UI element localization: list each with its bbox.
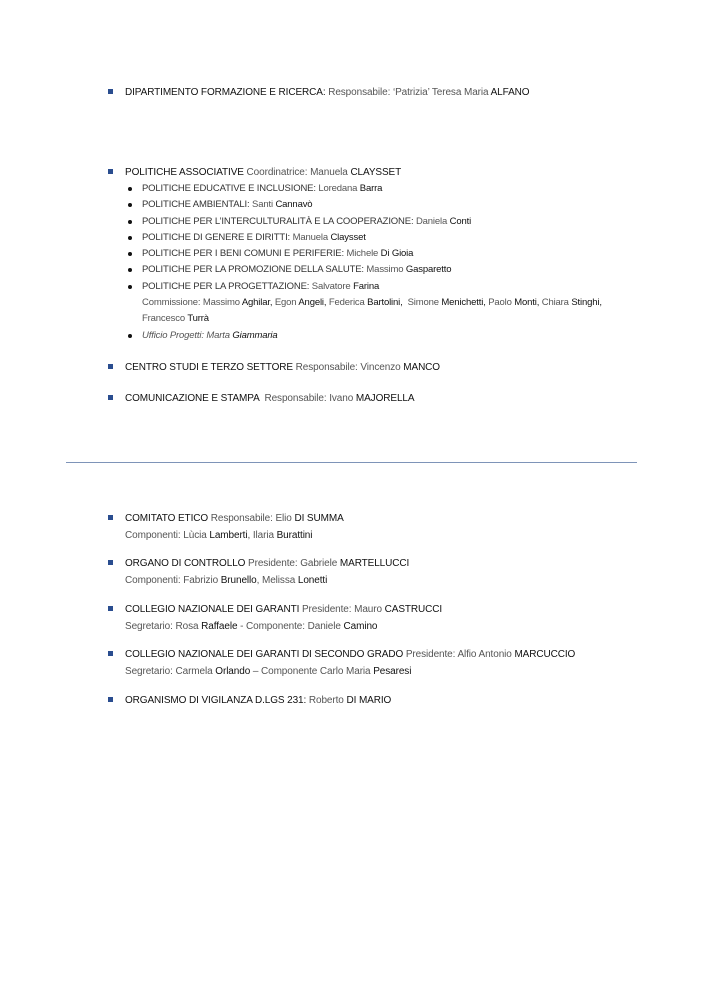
entry-members: Componenti: Lùcia Lamberti, Ilaria Burattini xyxy=(125,530,313,541)
entry-name: MARCUCCIO xyxy=(514,649,576,660)
square-bullet-icon xyxy=(108,606,113,611)
entry-role: Responsabile: Elio xyxy=(210,513,292,524)
list-item: POLITICHE PER I BENI COMUNI E PERIFERIE: Michele Di Gioia xyxy=(128,246,673,262)
list-item: POLITICHE PER LA PROGETTAZIONE: Salvatore Farina xyxy=(128,279,673,295)
list-item: POLITICHE AMBIENTALI: Santi Cannavò xyxy=(128,197,673,213)
comitato-etico-entry xyxy=(108,510,668,544)
square-bullet-icon xyxy=(108,697,113,702)
entry-role: Roberto xyxy=(308,695,344,706)
organo-controllo-entry xyxy=(108,555,668,589)
comunicazione-entry xyxy=(108,390,668,407)
entry-role: Responsabile: Ivano xyxy=(264,393,354,404)
entry-name: DI MARIO xyxy=(346,695,392,706)
square-bullet-icon xyxy=(108,395,113,400)
entry-role: Presidente: Alfio Antonio xyxy=(405,649,512,660)
entry-name: CASTRUCCI xyxy=(384,604,443,615)
entry-members: Segretario: Carmela Orlando – Componente Carlo Maria Pesaresi xyxy=(125,666,412,677)
list-item: POLITICHE PER LA PROMOZIONE DELLA SALUTE: Massimo Gasparetto xyxy=(128,262,673,278)
entry-role: Responsabile: Vincenzo xyxy=(295,362,401,373)
entry-heading: POLITICHE ASSOCIATIVE xyxy=(125,167,244,178)
list-item: POLITICHE EDUCATIVE E INCLUSIONE: Loredana Barra xyxy=(128,181,673,197)
dipartimento-entry xyxy=(108,84,668,101)
collegio-secondo-grado-entry xyxy=(108,646,668,680)
round-bullet-icon xyxy=(128,236,132,240)
round-bullet-icon xyxy=(128,285,132,289)
entry-name: MAJORELLA xyxy=(355,393,415,404)
round-bullet-icon xyxy=(128,203,132,207)
entry-heading: CENTRO STUDI E TERZO SETTORE xyxy=(125,362,293,373)
entry-role: Responsabile: ‘Patrizia’ Teresa Maria xyxy=(328,87,489,98)
commissione-line: Francesco Turrà xyxy=(142,313,209,325)
entry-heading: COMITATO ETICO xyxy=(125,513,209,524)
entry-heading: COLLEGIO NAZIONALE DEI GARANTI xyxy=(125,604,300,615)
list-item: POLITICHE DI GENERE E DIRITTI: Manuela Claysset xyxy=(128,230,673,246)
entry-role: Presidente: Gabriele xyxy=(248,558,338,569)
list-item: POLITICHE PER L’INTERCULTURALITÀ E LA COOPERAZIONE: Daniela Conti xyxy=(128,214,673,230)
round-bullet-icon xyxy=(128,187,132,191)
centro-studi-entry xyxy=(108,359,668,376)
entry-members: Componenti: Fabrizio Brunello, Melissa Lonetti xyxy=(125,575,328,586)
round-bullet-icon xyxy=(128,334,132,338)
round-bullet-icon xyxy=(128,268,132,272)
entry-name: CLAYSSET xyxy=(350,167,402,178)
square-bullet-icon xyxy=(108,169,113,174)
square-bullet-icon xyxy=(108,89,113,94)
entry-name: DI SUMMA xyxy=(294,513,344,524)
entry-name: MARTELLUCCI xyxy=(339,558,410,569)
square-bullet-icon xyxy=(108,651,113,656)
organismo-vigilanza-entry xyxy=(108,692,668,709)
round-bullet-icon xyxy=(128,220,132,224)
entry-role: Coordinatrice: Manuela xyxy=(246,167,348,178)
entry-role: Presidente: Mauro xyxy=(301,604,382,615)
square-bullet-icon xyxy=(108,515,113,520)
entry-heading: ORGANISMO DI VIGILANZA D.LGS 231: xyxy=(125,695,307,706)
collegio-garanti-entry xyxy=(108,601,668,635)
section-divider xyxy=(66,462,637,463)
square-bullet-icon xyxy=(108,364,113,369)
entry-name: MANCO xyxy=(403,362,440,373)
entry-heading: DIPARTIMENTO FORMAZIONE E RICERCA: xyxy=(125,87,326,98)
politiche-sublist xyxy=(128,181,673,344)
entry-heading: COMUNICAZIONE E STAMPA xyxy=(125,393,260,404)
entry-name: ALFANO xyxy=(490,87,530,98)
list-item: Ufficio Progetti: Marta Giammaria xyxy=(128,328,673,344)
politiche-entry xyxy=(108,164,668,181)
square-bullet-icon xyxy=(108,560,113,565)
entry-members: Segretario: Rosa Raffaele - Componente: Daniele Camino xyxy=(125,621,378,632)
entry-heading: COLLEGIO NAZIONALE DEI GARANTI DI SECONDO GRADO xyxy=(125,649,404,660)
commissione-line: Commissione: Massimo Aghilar, Egon Angeli, Federica Bartolini, Simone Menichetti, Paolo Monti, Chiara Stinghi, xyxy=(142,297,602,309)
round-bullet-icon xyxy=(128,252,132,256)
entry-heading: ORGANO DI CONTROLLO xyxy=(125,558,246,569)
